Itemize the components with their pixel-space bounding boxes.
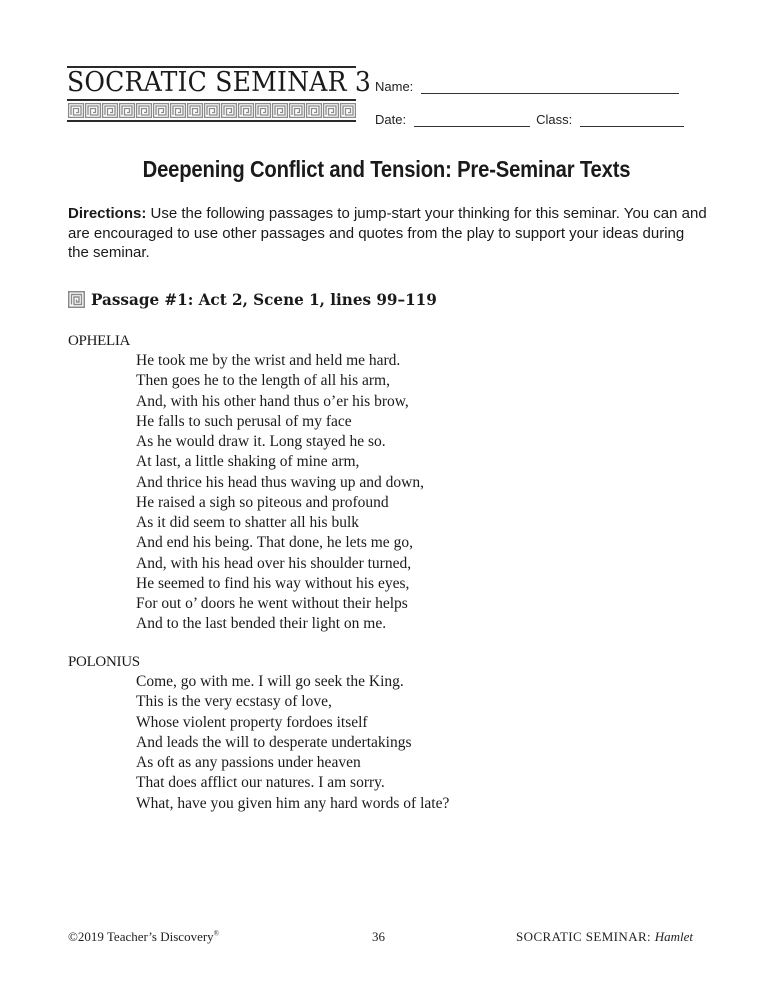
- greek-key-unit: [120, 104, 135, 118]
- greek-key-pattern-icon: [67, 103, 356, 118]
- play-title: Hamlet: [654, 929, 693, 944]
- page-title: Deepening Conflict and Tension: Pre-Seminar Texts: [142, 156, 631, 182]
- verse-line: As he would draw it. Long stayed he so.: [136, 433, 386, 450]
- speech-lines: [136, 672, 449, 814]
- verse-line: Come, go with me. I will go seek the King.: [136, 673, 404, 690]
- verse-line: This is the very ecstasy of love,: [136, 693, 332, 711]
- verse-line: And, with his other hand thus o’er his brow,: [136, 392, 409, 410]
- class-label: Class:: [536, 112, 573, 127]
- greek-key-unit: [273, 104, 288, 118]
- greek-key-unit: [86, 104, 101, 118]
- student-info-fields: [375, 76, 685, 127]
- directions: [68, 204, 708, 263]
- series-prefix: SOCRATIC SEMINAR:: [516, 929, 655, 944]
- greek-key-unit: [188, 104, 203, 118]
- greek-key-icon: [68, 291, 85, 308]
- verse-line: That does afflict our natures. I am sorry.: [136, 774, 385, 792]
- greek-key-unit: [171, 104, 186, 118]
- greek-key-unit: [239, 104, 254, 118]
- speaker-name: POLONIUS: [68, 654, 140, 670]
- logo-title: SOCRATIC SEMINAR 3: [67, 67, 372, 98]
- speech-polonius: [68, 652, 449, 814]
- date-field[interactable]: [414, 114, 530, 127]
- verse-line: And thrice his head thus waving up and down,: [136, 473, 424, 491]
- copyright-notice: [68, 929, 219, 945]
- verse-line: What, have you given him any hard words of late?: [136, 794, 450, 812]
- greek-key-unit: [307, 104, 322, 118]
- greek-key-unit: [324, 104, 339, 118]
- copyright-text: ©2019 Teacher’s Discovery: [68, 929, 214, 944]
- verse-line: He falls to such perusal of my face: [136, 412, 352, 430]
- verse-line: And to the last bended their light on me.: [136, 615, 387, 633]
- class-field[interactable]: [580, 114, 684, 127]
- name-row: [375, 76, 685, 94]
- name-field[interactable]: [421, 81, 679, 94]
- verse-line: For out o’ doors he went without their helps: [136, 595, 408, 612]
- verse-line: At last, a little shaking of mine arm,: [136, 453, 360, 471]
- directions-label: Directions:: [68, 205, 147, 222]
- logo-bottom-rule: [67, 120, 356, 122]
- speech-ophelia: [68, 331, 424, 635]
- greek-key-unit: [290, 104, 305, 118]
- greek-key-unit: [69, 104, 84, 118]
- logo-middle-rule: [67, 99, 356, 101]
- page-number: 36: [372, 929, 385, 944]
- greek-key-unit: [154, 104, 169, 118]
- verse-line: As it did seem to shatter all his bulk: [136, 514, 360, 531]
- verse-line: And end his being. That done, he lets me go,: [136, 534, 413, 552]
- greek-key-border: [67, 103, 356, 118]
- passage-heading-text: Passage #1: Act 2, Scene 1, lines 99–119: [91, 290, 437, 309]
- page-footer: [68, 929, 693, 947]
- verse-line: He took me by the wrist and held me hard.: [136, 352, 401, 369]
- speech-lines: [136, 351, 424, 635]
- greek-key-unit: [137, 104, 152, 118]
- date-label: Date:: [375, 112, 407, 127]
- registered-mark: ®: [213, 929, 219, 938]
- seminar-logo: [67, 66, 372, 122]
- series-title: [516, 929, 693, 945]
- verse-line: As oft as any passions under heaven: [136, 754, 361, 771]
- name-label: Name:: [375, 79, 414, 94]
- greek-key-unit: [222, 104, 237, 118]
- greek-key-unit: [205, 104, 220, 118]
- directions-text: Use the following passages to jump-start your thinking for this seminar. You can and are encouraged to use other passages and quotes from the play to support your ideas during the seminar.: [68, 205, 707, 261]
- verse-line: And, with his head over his shoulder turned,: [136, 554, 412, 572]
- greek-key-unit: [256, 104, 271, 118]
- verse-line: He seemed to find his way without his eyes,: [136, 574, 410, 592]
- passage-heading: [68, 290, 455, 309]
- verse-line: He raised a sigh so piteous and profound: [136, 493, 389, 511]
- verse-line: And leads the will to desperate undertakings: [136, 733, 412, 751]
- date-class-row: [375, 109, 685, 127]
- greek-key-unit: [341, 104, 356, 118]
- greek-key-unit: [103, 104, 118, 118]
- verse-line: Whose violent property fordoes itself: [136, 713, 368, 731]
- verse-line: Then goes he to the length of all his arm,: [136, 372, 390, 390]
- speaker-name: OPHELIA: [68, 333, 131, 349]
